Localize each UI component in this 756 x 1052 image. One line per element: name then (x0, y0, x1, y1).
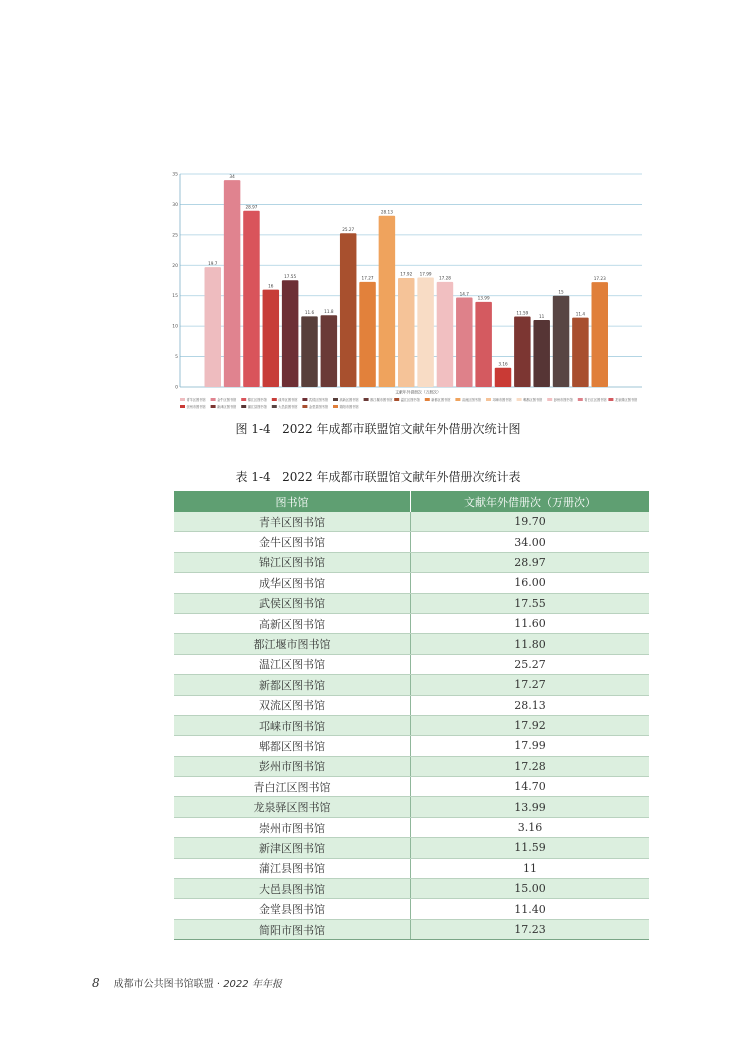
y-tick-label: 10 (172, 324, 178, 330)
legend-swatch (211, 405, 216, 408)
page-footer (92, 975, 282, 990)
legend-swatch (302, 398, 307, 401)
bar (282, 280, 299, 387)
data-label: 14.7 (459, 291, 469, 297)
cell-borrowing: 25.27 (411, 654, 650, 674)
cell-library: 郫都区图书馆 (174, 736, 411, 756)
cell-borrowing: 28.13 (411, 695, 650, 715)
cell-library: 金牛区图书馆 (174, 532, 411, 552)
cell-borrowing: 17.23 (411, 919, 650, 939)
table-row (174, 817, 649, 837)
footer-year: 2022 年年报 (223, 979, 282, 990)
table-row (174, 634, 649, 654)
table-row (174, 715, 649, 735)
legend-label: 新津区图书馆 (217, 404, 237, 409)
legend-label: 青羊区图书馆 (186, 397, 206, 402)
table-header-row (174, 491, 649, 512)
legend-swatch (272, 405, 277, 408)
cell-borrowing: 17.55 (411, 593, 650, 613)
data-label: 28.13 (380, 209, 393, 215)
data-label: 3.16 (498, 361, 508, 367)
table-row (174, 838, 649, 858)
legend-swatch (547, 398, 552, 401)
cell-library: 崇州市图书馆 (174, 817, 411, 837)
cell-borrowing: 11.80 (411, 634, 650, 654)
cell-borrowing: 17.92 (411, 715, 650, 735)
legend-label: 温江区图书馆 (400, 397, 420, 402)
cell-borrowing: 17.28 (411, 756, 650, 776)
table-row (174, 573, 649, 593)
cell-borrowing: 13.99 (411, 797, 650, 817)
legend-label: 简阳市图书馆 (339, 404, 359, 409)
bar (495, 368, 512, 387)
data-label: 13.99 (477, 295, 490, 301)
data-label: 11.59 (516, 310, 529, 316)
chart-title: 文献年外借册次（万册次） (395, 389, 441, 395)
legend-label: 武侯区图书馆 (308, 397, 329, 402)
cell-library: 金堂县图书馆 (174, 899, 411, 919)
legend-label: 邛崃市图书馆 (492, 397, 512, 402)
table-row (174, 593, 649, 613)
cell-borrowing: 15.00 (411, 879, 650, 899)
legend-swatch (302, 405, 307, 408)
page-number: 8 (92, 976, 100, 990)
table-row (174, 797, 649, 817)
data-label: 11.4 (575, 311, 586, 317)
legend-label: 成华区图书馆 (278, 397, 298, 402)
table-caption (0, 468, 756, 485)
legend-label: 蒲江县图书馆 (247, 404, 267, 409)
data-label: 17.28 (438, 275, 451, 281)
table-row (174, 695, 649, 715)
bar (224, 180, 241, 387)
bar-chart (170, 166, 650, 416)
data-label: 11.6 (304, 310, 315, 316)
cell-borrowing: 16.00 (411, 573, 650, 593)
bar (243, 211, 260, 387)
cell-borrowing: 14.70 (411, 777, 650, 797)
legend-swatch (333, 405, 338, 408)
bar (340, 233, 357, 387)
legend-swatch (241, 398, 246, 401)
table-row (174, 654, 649, 674)
data-label: 17.55 (284, 273, 297, 279)
bar (533, 320, 550, 387)
table-row (174, 899, 649, 919)
cell-library: 新都区图书馆 (174, 675, 411, 695)
table-row (174, 532, 649, 552)
table-row (174, 879, 649, 899)
bar (359, 282, 376, 387)
data-label: 16 (268, 283, 274, 289)
legend-swatch (517, 398, 522, 401)
data-label: 11.8 (324, 308, 334, 314)
header-library: 图书馆 (174, 491, 411, 512)
bar (301, 316, 318, 387)
table-row (174, 919, 649, 939)
cell-library: 都江堰市图书馆 (174, 634, 411, 654)
bar (475, 302, 492, 387)
bar (321, 315, 338, 387)
legend-label: 新都区图书馆 (431, 397, 451, 402)
cell-borrowing: 34.00 (411, 532, 650, 552)
cell-library: 双流区图书馆 (174, 695, 411, 715)
legend-label: 双流区图书馆 (461, 397, 482, 402)
cell-library: 龙泉驿区图书馆 (174, 797, 411, 817)
legend-swatch (578, 398, 583, 401)
legend-swatch (486, 398, 491, 401)
header-borrowing: 文献年外借册次（万册次） (411, 491, 650, 512)
legend-swatch (608, 398, 613, 401)
legend-swatch (455, 398, 460, 401)
legend-label: 锦江区图书馆 (247, 397, 267, 402)
y-tick-label: 15 (172, 294, 178, 300)
table-body (174, 512, 649, 940)
data-label: 25.27 (342, 227, 355, 233)
data-label: 34 (229, 173, 235, 179)
cell-library: 青羊区图书馆 (174, 512, 411, 532)
bar (417, 278, 434, 387)
bar (514, 316, 531, 387)
legend-swatch (180, 398, 185, 401)
data-label: 17.23 (593, 275, 606, 281)
legend-swatch (333, 398, 338, 401)
cell-library: 温江区图书馆 (174, 654, 411, 674)
cell-borrowing: 11 (411, 858, 650, 878)
cell-borrowing: 17.27 (411, 675, 650, 695)
cell-library: 邛崃市图书馆 (174, 715, 411, 735)
table-row (174, 512, 649, 532)
cell-library: 大邑县图书馆 (174, 879, 411, 899)
data-label: 19.7 (208, 260, 218, 266)
bar (553, 296, 570, 387)
y-tick-label: 30 (172, 202, 178, 208)
bar (379, 216, 396, 387)
table-row (174, 552, 649, 572)
legend-swatch (211, 398, 216, 401)
y-tick-label: 35 (172, 172, 178, 178)
cell-library: 简阳市图书馆 (174, 919, 411, 939)
legend-swatch (364, 398, 369, 401)
y-tick-label: 20 (172, 263, 178, 269)
bar (398, 278, 415, 387)
legend-label: 金堂县图书馆 (308, 404, 329, 409)
data-label: 15 (558, 289, 564, 295)
table-number: 表 1-4 (235, 470, 271, 484)
data-label: 17.92 (400, 271, 413, 277)
data-label: 28.97 (245, 204, 258, 210)
cell-library: 新津区图书馆 (174, 838, 411, 858)
bar (437, 282, 454, 387)
legend-label: 高新区图书馆 (339, 397, 359, 402)
cell-library: 锦江区图书馆 (174, 552, 411, 572)
figure-number: 图 1-4 (235, 422, 271, 436)
legend-swatch (394, 398, 399, 401)
legend-label: 彭州市图书馆 (553, 397, 573, 402)
table-row (174, 613, 649, 633)
legend-label: 大邑县图书馆 (278, 404, 298, 409)
cell-borrowing: 17.99 (411, 736, 650, 756)
bar (592, 282, 609, 387)
table-row (174, 736, 649, 756)
legend-swatch (425, 398, 430, 401)
cell-borrowing: 11.59 (411, 838, 650, 858)
legend-swatch (180, 405, 185, 408)
y-tick-label: 0 (175, 385, 178, 391)
table-title: 2022 年成都市联盟馆文献年外借册次统计表 (282, 470, 521, 484)
figure-caption (0, 420, 756, 437)
bar (456, 298, 473, 387)
figure-title: 2022 年成都市联盟馆文献年外借册次统计图 (282, 422, 521, 436)
bar (205, 267, 222, 387)
cell-library: 彭州市图书馆 (174, 756, 411, 776)
cell-borrowing: 3.16 (411, 817, 650, 837)
cell-library: 青白江区图书馆 (174, 777, 411, 797)
legend-label: 龙泉驿区图书馆 (614, 397, 638, 402)
y-tick-label: 25 (172, 233, 178, 239)
bar (572, 318, 589, 387)
stats-table (174, 491, 649, 940)
cell-library: 武侯区图书馆 (174, 593, 411, 613)
legend-label: 金牛区图书馆 (217, 397, 237, 402)
cell-borrowing: 11.40 (411, 899, 650, 919)
cell-library: 高新区图书馆 (174, 613, 411, 633)
legend-label: 崇州市图书馆 (186, 404, 206, 409)
cell-library: 蒲江县图书馆 (174, 858, 411, 878)
data-label: 11 (539, 313, 545, 319)
cell-borrowing: 11.60 (411, 613, 650, 633)
table-row (174, 858, 649, 878)
legend-swatch (272, 398, 277, 401)
table-row (174, 777, 649, 797)
chart-svg (170, 166, 650, 416)
legend-label: 都江堰市图书馆 (370, 397, 393, 402)
cell-borrowing: 19.70 (411, 512, 650, 532)
y-tick-label: 5 (175, 355, 178, 361)
cell-borrowing: 28.97 (411, 552, 650, 572)
legend-swatch (241, 405, 246, 408)
legend-label: 郫都区图书馆 (523, 397, 543, 402)
data-label: 17.99 (419, 271, 432, 277)
footer-org: 成都市公共图书馆联盟 · (113, 979, 224, 990)
bar (263, 290, 280, 387)
data-label: 17.27 (361, 275, 374, 281)
legend-label: 青白江区图书馆 (584, 397, 607, 402)
cell-library: 成华区图书馆 (174, 573, 411, 593)
table-row (174, 675, 649, 695)
table-row (174, 756, 649, 776)
